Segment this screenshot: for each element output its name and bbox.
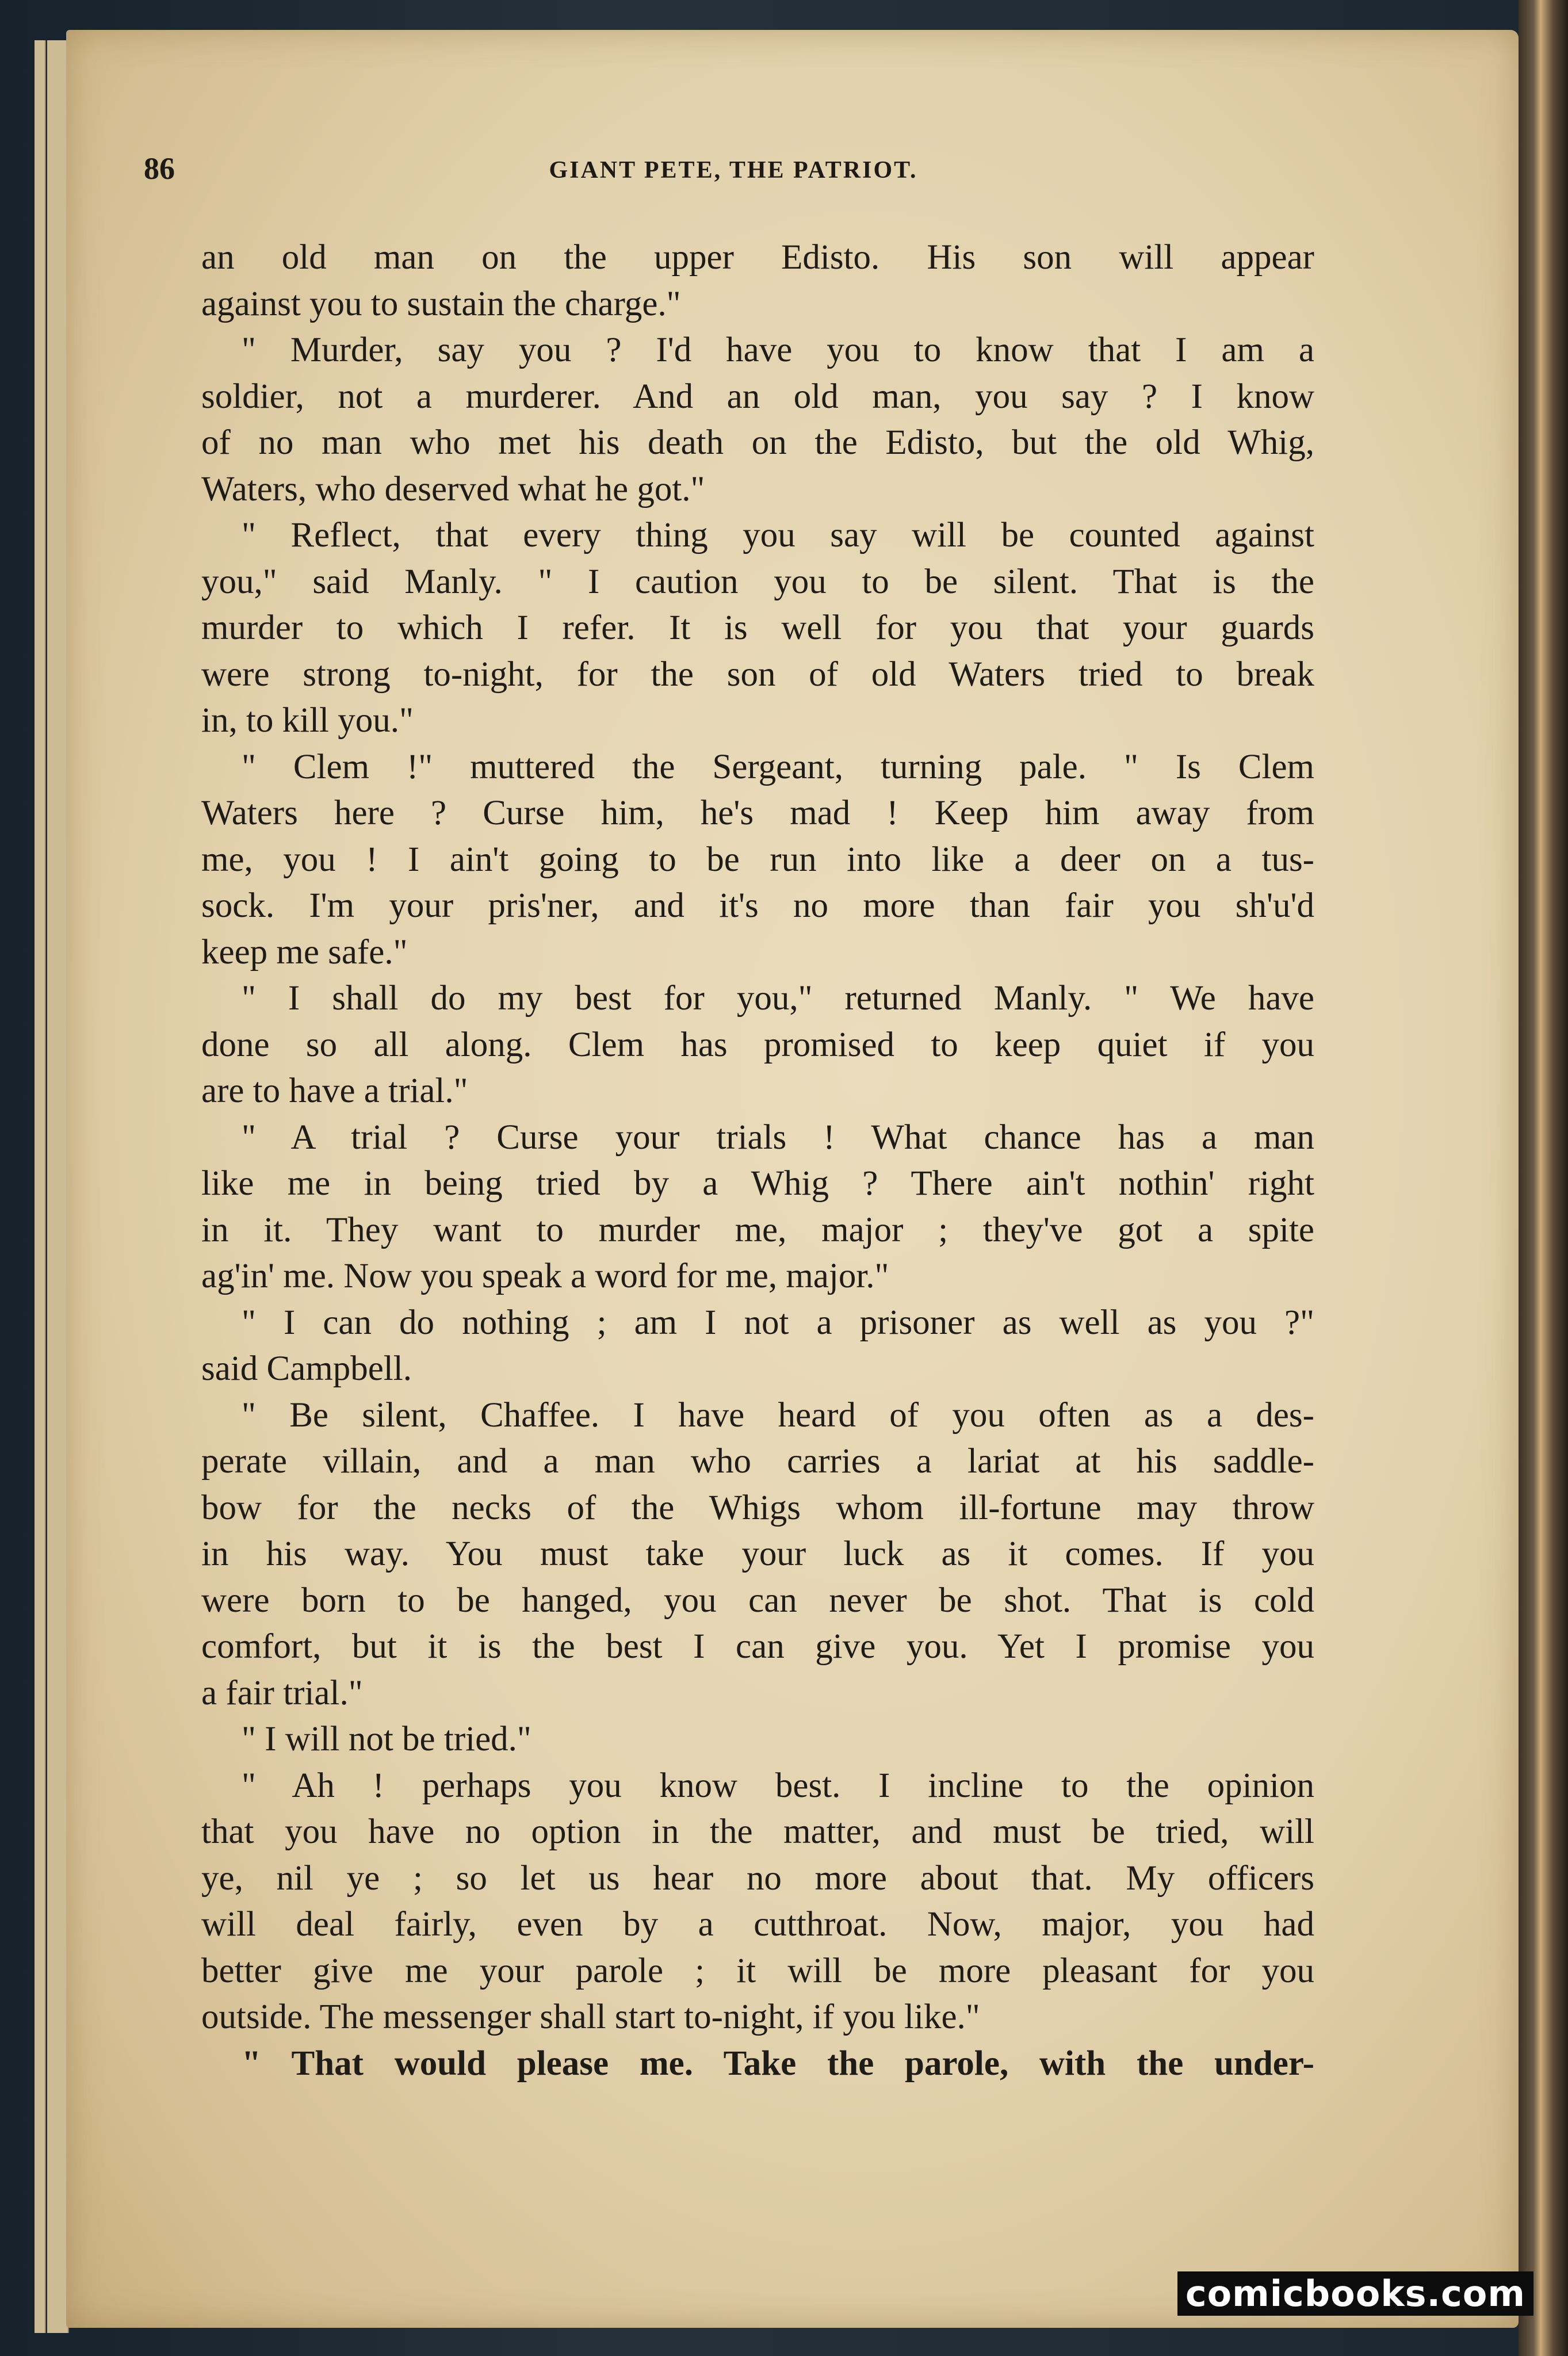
text-line: comfort, but it is the best I can give you. Yet I promise you: [201, 1627, 1314, 1666]
text-line: done so all along. Clem has promised to keep quiet if you: [201, 1025, 1314, 1064]
text-line: Waters here ? Curse him, he's mad ! Keep him away from: [201, 794, 1314, 832]
text-line: that you have no option in the matter, and must be tried, will: [201, 1812, 1314, 1851]
text-line: " That would please me. Take the parole, with the under-: [242, 2044, 1314, 2083]
text-line: " A trial ? Curse your trials ! What chance has a man: [242, 1118, 1314, 1157]
text-line: perate villain, and a man who carries a lariat at his saddle-: [201, 1442, 1314, 1481]
text-line: " I can do nothing ; am I not a prisoner as well as you ?": [242, 1303, 1314, 1342]
page-number: 86: [144, 151, 175, 186]
text-line: " Clem !" muttered the Sergeant, turning pale. " Is Clem: [242, 747, 1314, 786]
page-edge: [47, 40, 59, 2333]
text-line: better give me your parole ; it will be more pleasant for you: [201, 1951, 1314, 1990]
page-header: [144, 151, 1323, 197]
text-line: " Be silent, Chaffee. I have heard of you often as a des-: [242, 1395, 1314, 1435]
running-head: GIANT PETE, THE PATRIOT.: [549, 157, 918, 183]
text-line: me, you ! I ain't going to be run into like a deer on a tus-: [201, 840, 1314, 879]
text-line: a fair trial.": [201, 1673, 363, 1712]
text-line: bow for the necks of the Whigs whom ill-fortune may throw: [201, 1488, 1314, 1527]
text-line: " I shall do my best for you," returned Manly. " We have: [242, 979, 1314, 1018]
book-spine: [1519, 0, 1568, 2356]
text-line: outside. The messenger shall start to-night, if you like.": [201, 1998, 980, 2036]
text-line: in, to kill you.": [201, 701, 414, 740]
text-line: you," said Manly. " I caution you to be silent. That is the: [201, 562, 1314, 601]
text-line: in it. They want to murder me, major ; they've got a spite: [201, 1210, 1314, 1249]
text-line: will deal fairly, even by a cutthroat. Now, major, you had: [201, 1905, 1314, 1944]
text-line: are to have a trial.": [201, 1072, 468, 1110]
text-line: " I will not be tried.": [242, 1720, 531, 1758]
text-line: keep me safe.": [201, 932, 408, 972]
text-line: an old man on the upper Edisto. His son will appear: [201, 238, 1314, 277]
text-line: said Campbell.: [201, 1349, 412, 1388]
text-line: murder to which I refer. It is well for you that your guards: [201, 609, 1314, 647]
text-line: in his way. You must take your luck as it comes. If you: [201, 1535, 1314, 1573]
text-line: ye, nil ye ; so let us hear no more about that. My officers: [201, 1858, 1314, 1898]
text-line: " Ah ! perhaps you know best. I incline to the opinion: [242, 1766, 1314, 1805]
body-text: [201, 235, 1314, 2087]
text-line: ag'in' me. Now you speak a word for me, major.": [201, 1257, 889, 1295]
text-line: of no man who met his death on the Edisto, but the old Whig,: [201, 423, 1314, 462]
text-line: Waters, who deserved what he got.": [201, 469, 705, 508]
page-edge: [35, 40, 46, 2333]
text-line: against you to sustain the charge.": [201, 284, 681, 323]
text-line: were strong to-night, for the son of old Waters tried to break: [201, 655, 1314, 694]
watermark: comicbooks.com: [1177, 2271, 1533, 2316]
text-line: like me in being tried by a Whig ? There ain't nothin' right: [201, 1164, 1314, 1203]
text-line: " Reflect, that every thing you say will be counted against: [242, 516, 1314, 554]
text-line: " Murder, say you ? I'd have you to know that I am a: [242, 331, 1314, 369]
text-line: were born to be hanged, you can never be shot. That is cold: [201, 1581, 1314, 1620]
text-line: sock. I'm your pris'ner, and it's no more than fair you sh'u'd: [201, 886, 1314, 925]
text-line: soldier, not a murderer. And an old man, you say ? I know: [201, 377, 1314, 416]
